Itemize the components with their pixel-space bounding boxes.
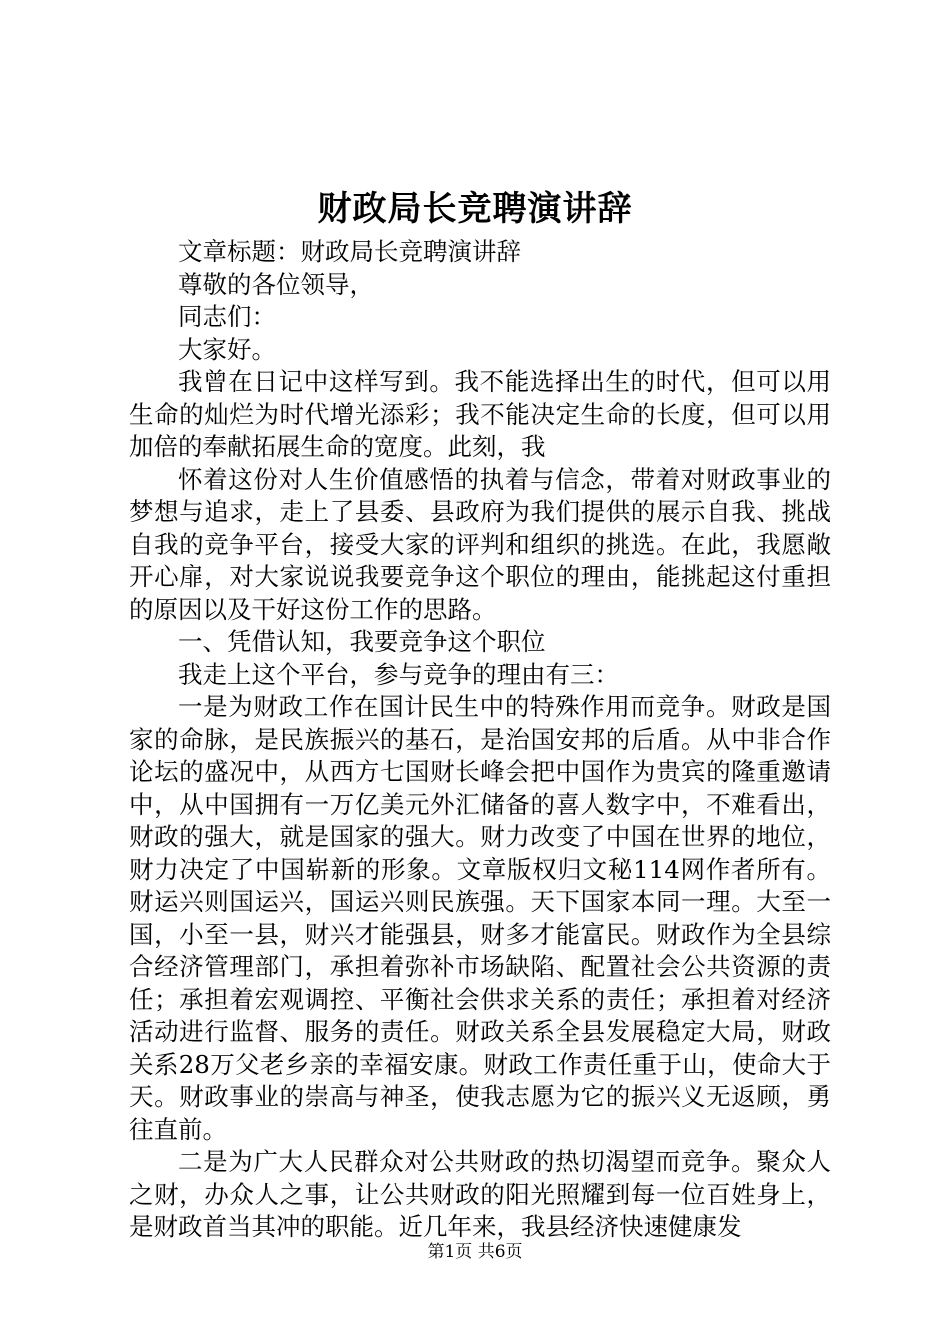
paragraph-reason-1: 一是为财政工作在国计民生中的特殊作用而竞争。财政是国家的命脉，是民族振兴的基石，是治国安邦的后盾。从中非合作论坛的盛况中，从西方七国财长峰会把中国作为贵宾的隆重邀请中，从中国拥有一万亿美元外汇储备的喜人数字中，不难看出，财政的强大，就是国家的强大。财力改变了中国在世界的地位，财力决定了中国崭新的形象。文章版权归文秘114网作者所有。财运兴则国运兴，国运兴则民族强。天下国家本同一理。大至一国，小至一县，财兴才能强县，财多才能富民。财政作为全县综合经济管理部门，承担着弥补市场缺陷、配置社会公共资源的责任；承担着宏观调控、平衡社会供求关系的责任；承担着对经济活动进行监督、服务的责任。财政关系全县发展稳定大局，财政关系28万父老乡亲的幸福安康。财政工作责任重于山，使命大于天。财政事业的崇高与神圣，使我志愿为它的振兴义无返顾，勇往直前。	[129, 692, 831, 1144]
paragraph-motivation: 怀着这份对人生价值感悟的执着与信念，带着对财政事业的梦想与追求，走上了县委、县政府为我们提供的展示自我、挑战自我的竞争平台，接受大家的评判和组织的挑选。在此，我愿敞开心扉，对大家说说我要竞争这个职位的理由，能挑起这付重担的原因以及干好这份工作的思路。	[129, 464, 831, 624]
paragraph-reasons-intro: 我走上这个平台，参与竞争的理由有三：	[178, 659, 619, 689]
paragraph-diary: 我曾在日记中这样写到。我不能选择出生的时代，但可以用生命的灿烂为时代增光添彩；我不能决定生命的长度，但可以用加倍的奉献拓展生命的宽度。此刻，我	[129, 367, 831, 461]
document-body	[129, 236, 831, 1244]
page-footer: 第1页 共6页	[427, 1242, 523, 1262]
paragraph-reason-2: 二是为广大人民群众对公共财政的热切渴望而竞争。聚众人之财，办众人之事，让公共财政的阳光照耀到每一位百姓身上，是财政首当其冲的职能。近几年来，我县经济快速健康发	[129, 1147, 831, 1241]
section-heading-1: 一、凭借认知，我要竞争这个职位	[178, 627, 546, 656]
paragraph-article-title: 文章标题：财政局长竞聘演讲辞	[178, 237, 521, 266]
paragraph-greeting: 大家好。	[178, 334, 276, 364]
document-title: 财政局长竞聘演讲辞	[317, 189, 633, 229]
paragraph-salutation-comrades: 同志们：	[178, 302, 276, 331]
paragraph-salutation-leaders: 尊敬的各位领导，	[178, 269, 374, 299]
